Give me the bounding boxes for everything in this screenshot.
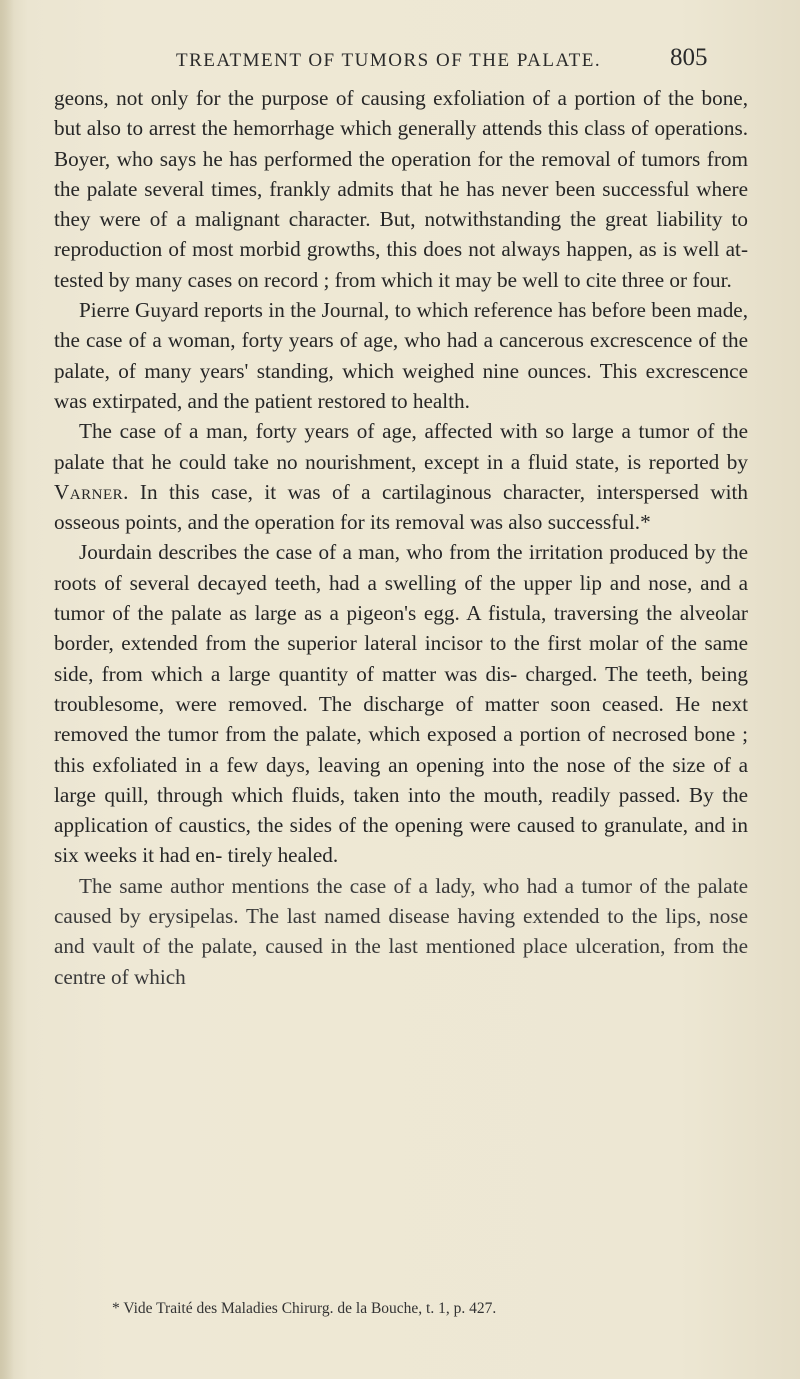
paragraph-text: . In this case, it was of a cartilaginous character, interspersed with osseous points, and the operation for its removal was also successful.* bbox=[54, 479, 748, 535]
page-number: 805 bbox=[670, 44, 708, 71]
running-header: TREATMENT OF TUMORS OF THE PALATE. bbox=[176, 50, 602, 71]
page-gutter-shadow bbox=[0, 0, 14, 1379]
author-name: Varner bbox=[54, 479, 124, 504]
body-text bbox=[54, 83, 748, 992]
paragraph-text: The case of a man, forty years of age, affected with so large a tumor of the palate that he could take no nourishment, except in a fluid state, is reported by bbox=[54, 419, 748, 474]
paragraph: Jourdain describes the case of a man, who from the irritation produced by the roots of several decayed teeth, had a swelling of the upper lip and nose, and a tumor of the palate as large as a pigeon's egg. A fistula, traversing the alveolar border, extended from the superior lateral incisor to the first molar of the same side, from which a large quantity of matter was dis- charged. The teeth, being troublesome, were removed. The discharge of matter soon ceased. He next removed the tumor from the palate, which exposed a portion of necrosed bone ; this exfoliated in a few days, leaving an opening into the nose of the size of a large quill, through which fluids, taken into the mouth, readily passed. By the application of caustics, the sides of the opening were caused to granulate, and in six weeks it had en- tirely healed. bbox=[54, 540, 748, 868]
paragraph bbox=[54, 416, 748, 537]
paragraph: Pierre Guyard reports in the Journal, to which reference has before been made, the case of a woman, forty years of age, who had a cancerous excrescence of the palate, of many years' standing, which weighed nine ounces. This excrescence was extirpated, and the patient restored to health. bbox=[54, 298, 748, 413]
paragraph: geons, not only for the purpose of causing exfoliation of a portion of the bone, but also to arrest the hemorrhage which generally attends this class of operations. Boyer, who says he has performed the operation for the removal of tumors from the palate several times, frankly admits that he has never been successful where they were of a malignant character. But, notwithstanding the great liability to reproduction of most morbid growths, this does not always happen, as is well at- tested by many cases on record ; from which it may be well to cite three or four. bbox=[54, 86, 748, 292]
footnote: * Vide Traité des Maladies Chirurg. de la Bouche, t. 1, p. 427. bbox=[112, 1300, 497, 1317]
paragraph: The same author mentions the case of a lady, who had a tumor of the palate caused by erysipelas. The last named disease having extended to the lips, nose and vault of the palate, caused in the last mentioned place ulceration, from the centre of which bbox=[54, 873, 748, 989]
